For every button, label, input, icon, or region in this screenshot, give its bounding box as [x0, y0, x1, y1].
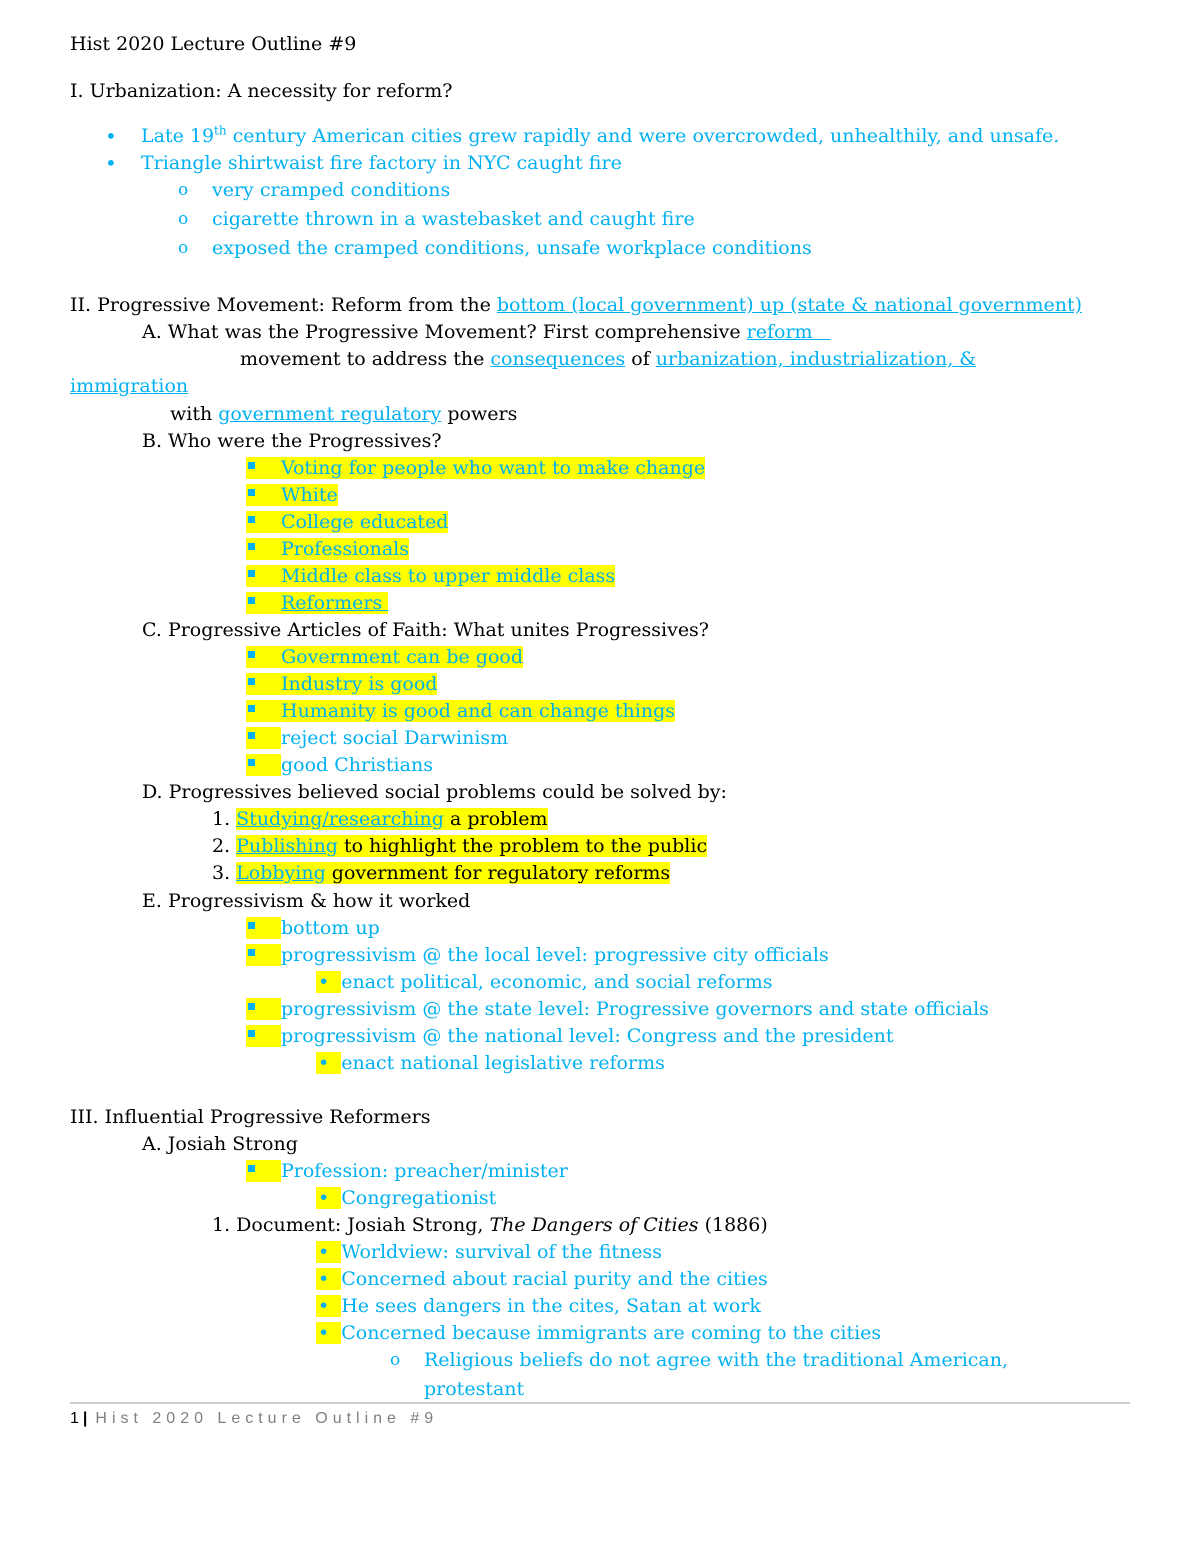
sub-bullet-text: Religious beliefs do not agree with the traditional American, — [424, 1349, 1009, 1371]
list-item-text: Profession: preacher/minister — [281, 1160, 568, 1182]
page-footer — [70, 1410, 438, 1428]
bullet-text: Triangle shirtwaist fire factory in NYC caught fire — [141, 152, 622, 174]
item-d-label: D. Progressives believed social problems could be solved by: — [142, 781, 727, 803]
bullet-late-19th — [105, 124, 1059, 148]
square-bullet-icon — [246, 646, 281, 668]
item-a-line2 — [240, 347, 976, 371]
item-b-label: B. Who were the Progressives? — [142, 430, 442, 452]
superscript: th — [214, 123, 227, 138]
list-item — [246, 699, 675, 723]
sub-bullet-text: cigarette thrown in a wastebasket and caught fire — [212, 208, 695, 230]
list-item-text: Voting for people who want to make change — [281, 457, 706, 479]
fill-in-answer: Publishing — [236, 835, 338, 857]
list-item — [246, 564, 615, 588]
item-text: (1886) — [698, 1214, 768, 1236]
fill-in-answer: Lobbying — [236, 862, 326, 884]
square-bullet-icon — [246, 484, 281, 506]
list-item-text: enact national legislative reforms — [341, 1052, 665, 1074]
list-item-text: White — [281, 484, 338, 506]
footer-separator: | — [82, 1410, 88, 1427]
list-item-text: Professionals — [281, 538, 409, 560]
item-text: to highlight the problem to the public — [337, 835, 708, 857]
list-item-text: Industry is good — [281, 673, 438, 695]
item-text: a problem — [443, 808, 548, 830]
square-bullet-icon — [246, 457, 281, 479]
list-item-text: Concerned about racial purity and the cities — [341, 1268, 768, 1290]
list-item-text: progressivism @ the national level: Congress and the president — [281, 1025, 894, 1047]
list-item — [246, 483, 338, 507]
square-bullet-icon — [246, 1160, 281, 1182]
list-item — [246, 672, 437, 696]
item-a-line4 — [170, 402, 517, 426]
list-item — [246, 456, 705, 480]
bullet-text: century American cities grew rapidly and were overcrowded, unhealthily, and unsafe. — [226, 125, 1060, 147]
dot-bullet-icon: • — [316, 1268, 341, 1290]
numbered-item — [212, 807, 548, 831]
square-bullet-icon — [246, 673, 281, 695]
numbered-item — [212, 861, 670, 885]
fill-in-answer: immigration — [70, 375, 189, 397]
heading-text: II. Progressive Movement: Reform from the — [70, 294, 497, 316]
section-2-heading — [70, 293, 1082, 317]
fill-in-answer: consequences — [490, 348, 626, 370]
sub-sub-item-continued: protestant — [424, 1378, 525, 1400]
fill-in-answer: government regulatory — [218, 403, 442, 425]
bullet-icon: • — [105, 151, 117, 175]
sub-bullet — [178, 207, 695, 231]
dot-bullet-icon: • — [316, 1241, 341, 1263]
fill-in-answer: bottom (local government) up (state & national government) — [496, 294, 1082, 316]
item-label: A. What was the Progressive Movement? First comprehensive — [142, 321, 747, 343]
section-3-heading: III. Influential Progressive Reformers — [70, 1106, 431, 1128]
sub-list-item — [316, 970, 773, 994]
fill-in-answer: reform — [746, 321, 831, 343]
circle-bullet-icon: o — [178, 209, 189, 229]
dot-bullet-icon: • — [316, 971, 341, 993]
list-item-text: bottom up — [281, 917, 380, 939]
sub-bullet-text: very cramped conditions — [212, 179, 451, 201]
list-item-text: Congregationist — [341, 1187, 497, 1209]
square-bullet-icon — [246, 1025, 281, 1047]
item-number: 2. — [212, 835, 237, 857]
list-item-text: Government can be good — [281, 646, 523, 668]
circle-bullet-icon: o — [178, 180, 189, 200]
dot-bullet-icon: • — [316, 1052, 341, 1074]
item-a-josiah-strong: A. Josiah Strong — [142, 1133, 298, 1155]
square-bullet-icon — [246, 917, 281, 939]
list-item — [246, 591, 388, 615]
list-item — [246, 916, 380, 940]
list-item — [246, 997, 989, 1021]
circle-bullet-icon: o — [390, 1350, 401, 1370]
square-bullet-icon — [246, 538, 281, 560]
item-number: 3. — [212, 862, 237, 884]
item-text: government for regulatory reforms — [325, 862, 671, 884]
list-item-text: He sees dangers in the cites, Satan at work — [341, 1295, 761, 1317]
item-e-label: E. Progressivism & how it worked — [142, 890, 471, 912]
sub-list-item — [316, 1186, 496, 1210]
item-c-label: C. Progressive Articles of Faith: What unites Progressives? — [142, 619, 709, 641]
dot-bullet-icon: • — [316, 1322, 341, 1344]
item-text: powers — [441, 403, 518, 425]
list-item — [246, 1024, 894, 1048]
document-line — [212, 1213, 768, 1237]
list-item — [246, 510, 448, 534]
list-item — [246, 537, 409, 561]
list-item-text: reject social Darwinism — [281, 727, 509, 749]
item-text: with — [170, 403, 219, 425]
sub-bullet — [178, 178, 450, 202]
square-bullet-icon — [246, 592, 281, 614]
list-item-text: Humanity is good and can change things — [281, 700, 675, 722]
list-item — [246, 943, 829, 967]
sub-list-item — [316, 1240, 662, 1264]
square-bullet-icon — [246, 998, 281, 1020]
bullet-icon: • — [105, 124, 117, 148]
list-item — [246, 1159, 568, 1183]
list-item — [246, 753, 433, 777]
list-item-text: Worldview: survival of the fitness — [341, 1241, 662, 1263]
sub-list-item — [316, 1321, 881, 1345]
list-item-text: progressivism @ the local level: progressive city officials — [281, 944, 829, 966]
bullet-text: Late 19 — [141, 125, 215, 147]
item-number: 1. — [212, 808, 237, 830]
footer-divider — [70, 1402, 1130, 1404]
page-number: 1 — [70, 1410, 79, 1427]
footer-title: Hist 2020 Lecture Outline #9 — [95, 1410, 439, 1427]
bullet-triangle-fire — [105, 151, 622, 175]
square-bullet-icon — [246, 754, 281, 776]
fill-in-answer: Studying/researching — [236, 808, 444, 830]
square-bullet-icon — [246, 727, 281, 749]
list-item-text: College educated — [281, 511, 449, 533]
list-item-text: good Christians — [281, 754, 433, 776]
doc-title: Hist 2020 Lecture Outline #9 — [70, 33, 357, 55]
sub-list-item — [316, 1294, 761, 1318]
square-bullet-icon — [246, 944, 281, 966]
sub-bullet-text: exposed the cramped conditions, unsafe workplace conditions — [212, 237, 812, 259]
dot-bullet-icon: • — [316, 1295, 341, 1317]
list-item-text: enact political, economic, and social reforms — [341, 971, 773, 993]
list-item — [246, 726, 508, 750]
list-item-text: Middle class to upper middle class — [281, 565, 616, 587]
list-item — [246, 645, 523, 669]
sub-list-item — [316, 1051, 665, 1075]
list-item-text: Concerned because immigrants are coming to the cities — [341, 1322, 882, 1344]
square-bullet-icon — [246, 565, 281, 587]
circle-bullet-icon: o — [178, 238, 189, 258]
item-text: of — [625, 348, 656, 370]
item-a-line1 — [142, 320, 831, 344]
numbered-item — [212, 834, 707, 858]
square-bullet-icon — [246, 511, 281, 533]
sub-bullet — [178, 236, 812, 260]
square-bullet-icon — [246, 700, 281, 722]
document-title: The Dangers of Cities — [489, 1214, 699, 1236]
item-text: 1. Document: Josiah Strong, — [212, 1214, 490, 1236]
sub-list-item — [316, 1267, 768, 1291]
dot-bullet-icon: • — [316, 1187, 341, 1209]
sub-sub-item — [390, 1348, 1008, 1372]
item-text: movement to address the — [240, 348, 491, 370]
list-item-text: progressivism @ the state level: Progressive governors and state officials — [281, 998, 989, 1020]
section-1-heading: I. Urbanization: A necessity for reform? — [70, 80, 453, 102]
list-item-text: Reformers — [281, 592, 389, 614]
fill-in-answer: urbanization, industrialization, & — [655, 348, 977, 370]
